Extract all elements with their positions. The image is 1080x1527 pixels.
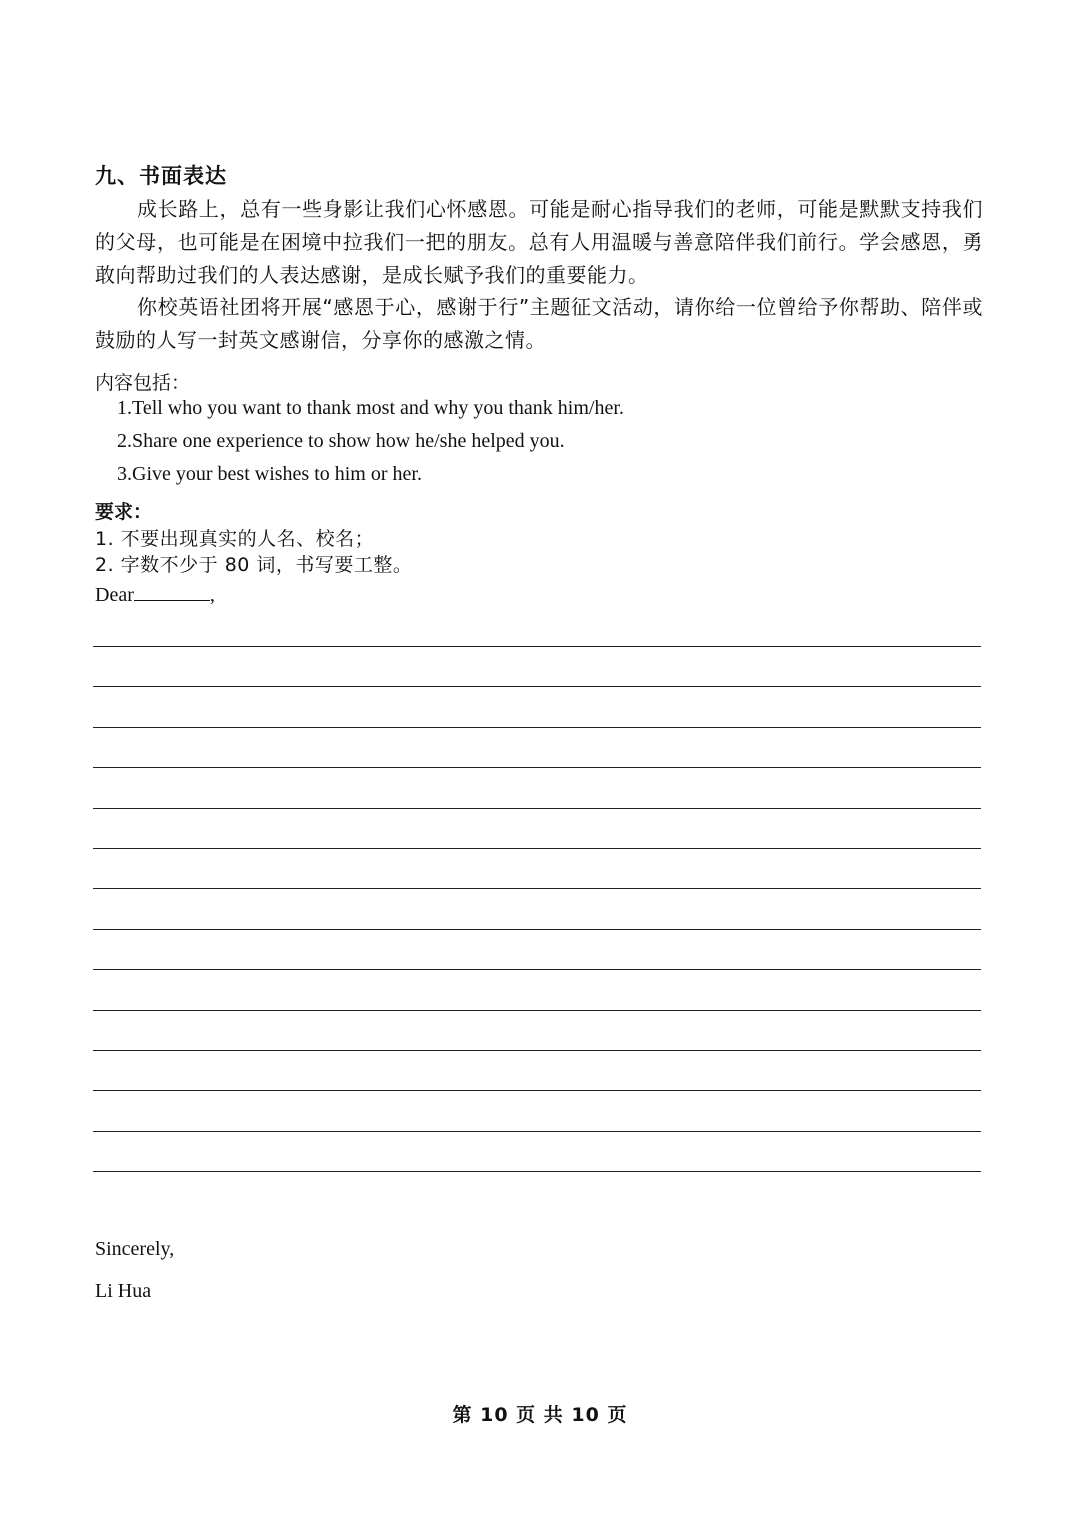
passage-paragraph-2: 你校英语社团将开展“感恩于心，感谢于行”主题征文活动，请你给一位曾给予你帮助、陪伴或鼓励的人写一封英文感谢信，分享你的感激之情。 (95, 295, 983, 352)
writing-line[interactable] (93, 1090, 981, 1091)
writing-lines[interactable] (93, 646, 981, 1211)
writing-line[interactable] (93, 888, 981, 889)
page-footer: 第 10 页 共 10 页 (452, 1404, 628, 1426)
content-point-1: 1.Tell who you want to thank most and why you thank him/her. (117, 397, 624, 419)
greeting-word: Dear (95, 584, 134, 606)
writing-line[interactable] (93, 1131, 981, 1132)
writing-line[interactable] (93, 646, 981, 647)
writing-line[interactable] (93, 929, 981, 930)
writing-line[interactable] (93, 969, 981, 970)
writing-line[interactable] (93, 686, 981, 687)
writing-line[interactable] (93, 767, 981, 768)
writing-line[interactable] (93, 1050, 981, 1051)
writing-line[interactable] (93, 808, 981, 809)
section-title: 九、书面表达 (95, 164, 227, 188)
requirement-1: 1. 不要出现真实的人名、校名； (95, 528, 375, 550)
letter-signature: Li Hua (95, 1280, 152, 1302)
requirements-label: 要求： (95, 501, 153, 523)
letter-closing: Sincerely, (95, 1238, 175, 1260)
writing-line[interactable] (93, 848, 981, 849)
letter-greeting (95, 582, 215, 607)
recipient-blank[interactable] (134, 582, 210, 601)
writing-line[interactable] (93, 1010, 981, 1011)
greeting-comma: , (209, 584, 215, 606)
passage-paragraph-1: 成长路上，总有一些身影让我们心怀感恩。可能是耐心指导我们的老师，可能是默默支持我们的父母，也可能是在困境中拉我们一把的朋友。总有人用温暖与善意陪伴我们前行。学会感恩，勇敢向帮助过我们的人表达感谢，是成长赋予我们的重要能力。 (95, 197, 983, 287)
content-label: 内容包括： (95, 372, 191, 394)
writing-line[interactable] (93, 727, 981, 728)
content-point-3: 3.Give your best wishes to him or her. (117, 463, 422, 485)
requirement-2: 2. 字数不少于 80 词，书写要工整。 (95, 554, 413, 576)
writing-line[interactable] (93, 1171, 981, 1172)
content-point-2: 2.Share one experience to show how he/she helped you. (117, 430, 565, 452)
